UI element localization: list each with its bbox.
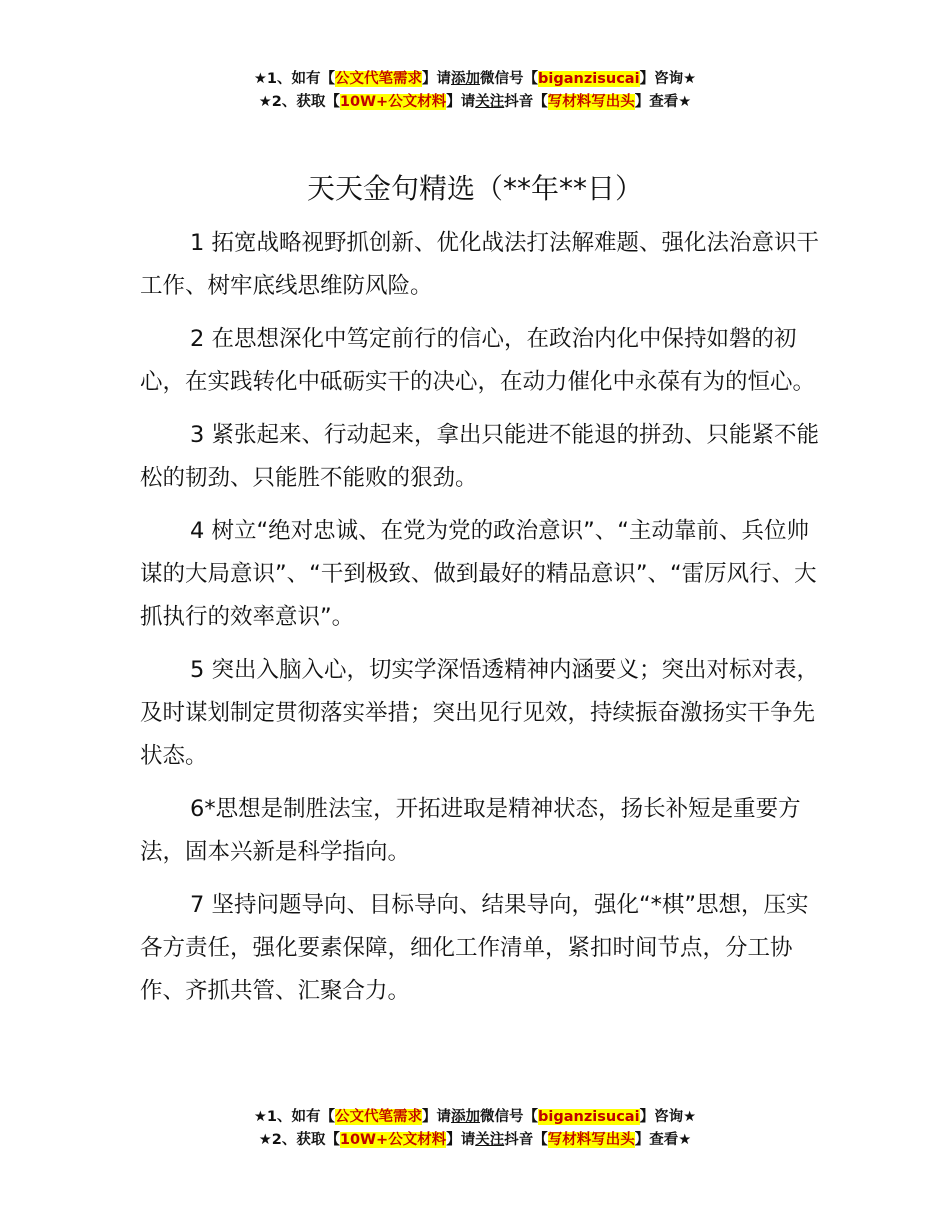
banner-text: 】请 <box>422 1109 452 1125</box>
footer-banner-line-2 <box>0 1129 950 1152</box>
banner-text: 微信号【 <box>480 1109 539 1125</box>
star-icon: ★ <box>678 94 692 110</box>
banner-text: 1、如有【 <box>266 71 336 87</box>
star-icon: ★ <box>678 1132 692 1148</box>
star-icon: ★ <box>683 1109 697 1125</box>
highlight-douyin-account: 写材料写出头 <box>547 1132 635 1148</box>
banner-text: 】查看 <box>634 94 679 110</box>
banner-text: 】查看 <box>634 1132 679 1148</box>
banner-text: 】请 <box>446 1132 476 1148</box>
banner-text: 】咨询 <box>639 71 684 87</box>
paragraph-6: 6*思想是制胜法宝，开拓进取是精神状态，扬长补短是重要方法，固本兴新是科学指向。 <box>140 796 801 865</box>
paragraph-7: 7 坚持问题导向、目标导向、结果导向，强化“*棋”思想，压实各方责任，强化要素保障，细化工作清单，紧扣时间节点，分工协作、齐抓共管、汇聚合力。 <box>140 892 809 1004</box>
paragraph-5: 5 突出入脑入心，切实学深悟透精神内涵要义；突出对标对表，及时谋划制定贯彻落实举措；突出见行见效，持续振奋激扬实干争先状态。 <box>140 657 819 769</box>
banner-text: 抖音【 <box>504 94 548 110</box>
footer-banner <box>0 1106 950 1152</box>
header-banner-line-1 <box>0 68 950 91</box>
banner-text: 】请 <box>446 94 476 110</box>
star-icon: ★ <box>253 71 267 87</box>
paragraph-4: 4 树立“绝对忠诚、在党为党的政治意识”、“主动靠前、兵位帅谋的大局意识”、“干到极致、做到最好的精品意识”、“雷厉风行、大抓执行的效率意识”。 <box>140 518 817 630</box>
header-banner <box>0 68 950 114</box>
paragraph-2: 2 在思想深化中笃定前行的信心，在政治内化中保持如磐的初心，在实践转化中砥砺实干的决心，在动力催化中永葆有为的恒心。 <box>140 326 816 395</box>
banner-text: 2、获取【 <box>271 1132 340 1148</box>
banner-text: 1、如有【 <box>266 1109 336 1125</box>
banner-text: 】咨询 <box>639 1109 684 1125</box>
highlight-materials: 10W+公文材料 <box>339 94 447 110</box>
star-icon: ★ <box>258 94 272 110</box>
banner-text: 微信号【 <box>480 71 539 87</box>
underlined-text: 添加 <box>451 71 481 87</box>
banner-text: 】请 <box>422 71 452 87</box>
highlight-wechat-id: biganzisucai <box>538 71 640 87</box>
page-title: 天天金句精选（**年**日） <box>306 172 643 205</box>
paragraph-3: 3 紧张起来、行动起来，拿出只能进不能退的拼劲、只能紧不能松的韧劲、只能胜不能败的狠劲。 <box>140 422 819 491</box>
highlight-douyin-account: 写材料写出头 <box>547 94 635 110</box>
banner-text: 2、获取【 <box>271 94 340 110</box>
underlined-text: 添加 <box>451 1109 481 1125</box>
highlight-wechat-id: biganzisucai <box>538 1109 640 1125</box>
header-banner-line-2 <box>0 91 950 114</box>
paragraph-1: 1 拓宽战略视野抓创新、优化战法打法解难题、强化法治意识干工作、树牢底线思维防风险。 <box>140 230 819 299</box>
document-body <box>140 222 820 1023</box>
star-icon: ★ <box>253 1109 267 1125</box>
highlight-service: 公文代笔需求 <box>335 71 423 87</box>
underlined-text: 关注 <box>475 1132 505 1148</box>
footer-banner-line-1 <box>0 1106 950 1129</box>
highlight-service: 公文代笔需求 <box>335 1109 423 1125</box>
star-icon: ★ <box>683 71 697 87</box>
star-icon: ★ <box>258 1132 272 1148</box>
underlined-text: 关注 <box>475 94 505 110</box>
banner-text: 抖音【 <box>504 1132 548 1148</box>
highlight-materials: 10W+公文材料 <box>339 1132 447 1148</box>
